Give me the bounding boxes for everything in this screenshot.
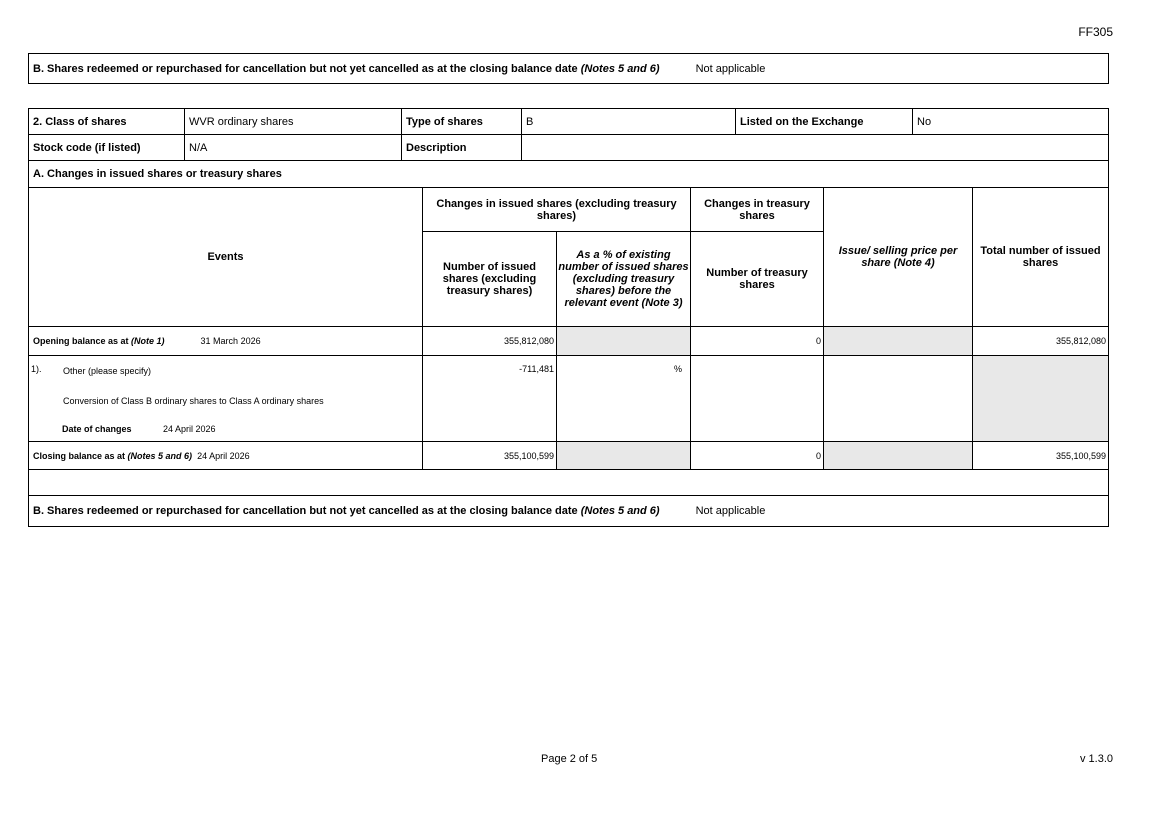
- event-total-cell: [972, 355, 1109, 442]
- stock-code-value: N/A: [184, 134, 402, 161]
- opening-date: 31 March 2026: [200, 336, 261, 346]
- section-a-title: A. Changes in issued shares or treasury shares: [28, 160, 1109, 188]
- opening-label-text: Opening balance as at: [33, 336, 129, 346]
- opening-pct-cell: [556, 326, 691, 356]
- event-date-label: Date of changes: [62, 424, 132, 434]
- section-b-notes: (Notes 5 and 6): [580, 62, 660, 75]
- listed-value: No: [912, 108, 1109, 135]
- header-changes-treasury: Changes in treasury shares: [690, 187, 824, 232]
- opening-price-cell: [823, 326, 973, 356]
- type-label: Type of shares: [401, 108, 522, 135]
- opening-balance-label: [28, 326, 423, 356]
- event-cell: [28, 355, 423, 442]
- event-number: 1).: [31, 364, 42, 374]
- event-issued: -711,481: [422, 355, 557, 442]
- opening-total: 355,812,080: [972, 326, 1109, 356]
- header-price: Issue/ selling price per share (Note 4): [823, 187, 973, 327]
- stock-code-label: Stock code (if listed): [28, 134, 185, 161]
- closing-issued: 355,100,599: [422, 441, 557, 470]
- bottom-section-b: [28, 495, 1109, 527]
- blank-row: [28, 469, 1109, 496]
- section-b-label: B. Shares redeemed or repurchased for cancellation but not yet cancelled as at the closing balance date: [33, 62, 578, 75]
- closing-pct-cell: [556, 441, 691, 470]
- header-pct-existing: As a % of existing number of issued shares (excluding treasury shares) before the relevant event (Note 3): [556, 231, 691, 327]
- event-price-cell: [823, 355, 973, 442]
- event-type: Other (please specify): [63, 366, 152, 376]
- type-value: B: [521, 108, 736, 135]
- header-total: Total number of issued shares: [972, 187, 1109, 327]
- header-events: Events: [28, 187, 423, 327]
- event-treasury-cell: [690, 355, 824, 442]
- header-changes-issued: Changes in issued shares (excluding treasury shares): [422, 187, 691, 232]
- page-number: Page 2 of 5: [541, 753, 598, 765]
- event-pct: %: [556, 355, 691, 442]
- event-description: Conversion of Class B ordinary shares to Class A ordinary shares: [63, 396, 324, 406]
- event-date: 24 April 2026: [163, 424, 216, 434]
- section-b-notes: (Notes 5 and 6): [580, 505, 660, 517]
- section-b-value: Not applicable: [695, 505, 766, 517]
- closing-total: 355,100,599: [972, 441, 1109, 470]
- closing-treasury: 0: [690, 441, 824, 470]
- opening-treasury: 0: [690, 326, 824, 356]
- closing-balance-label: [28, 441, 423, 470]
- version: v 1.3.0: [1079, 753, 1113, 765]
- closing-date: 24 April 2026: [197, 450, 250, 461]
- class-value: WVR ordinary shares: [184, 108, 402, 135]
- top-section-b: [28, 53, 1109, 84]
- closing-label-text: Closing balance as at: [33, 450, 126, 461]
- closing-price-cell: [823, 441, 973, 470]
- description-label: Description: [401, 134, 522, 161]
- opening-note: (Note 1): [131, 336, 165, 346]
- description-value: [521, 134, 1109, 161]
- header-num-treasury: Number of treasury shares: [690, 231, 824, 327]
- listed-label: Listed on the Exchange: [735, 108, 913, 135]
- form-code: FF305: [1078, 25, 1113, 39]
- header-num-issued: Number of issued shares (excluding treasury shares): [422, 231, 557, 327]
- section-b-value: Not applicable: [695, 62, 766, 75]
- closing-note: (Notes 5 and 6): [127, 450, 193, 461]
- class-label: 2. Class of shares: [28, 108, 185, 135]
- section-b-label: B. Shares redeemed or repurchased for cancellation but not yet cancelled as at the closing balance date: [33, 505, 578, 517]
- opening-issued: 355,812,080: [422, 326, 557, 356]
